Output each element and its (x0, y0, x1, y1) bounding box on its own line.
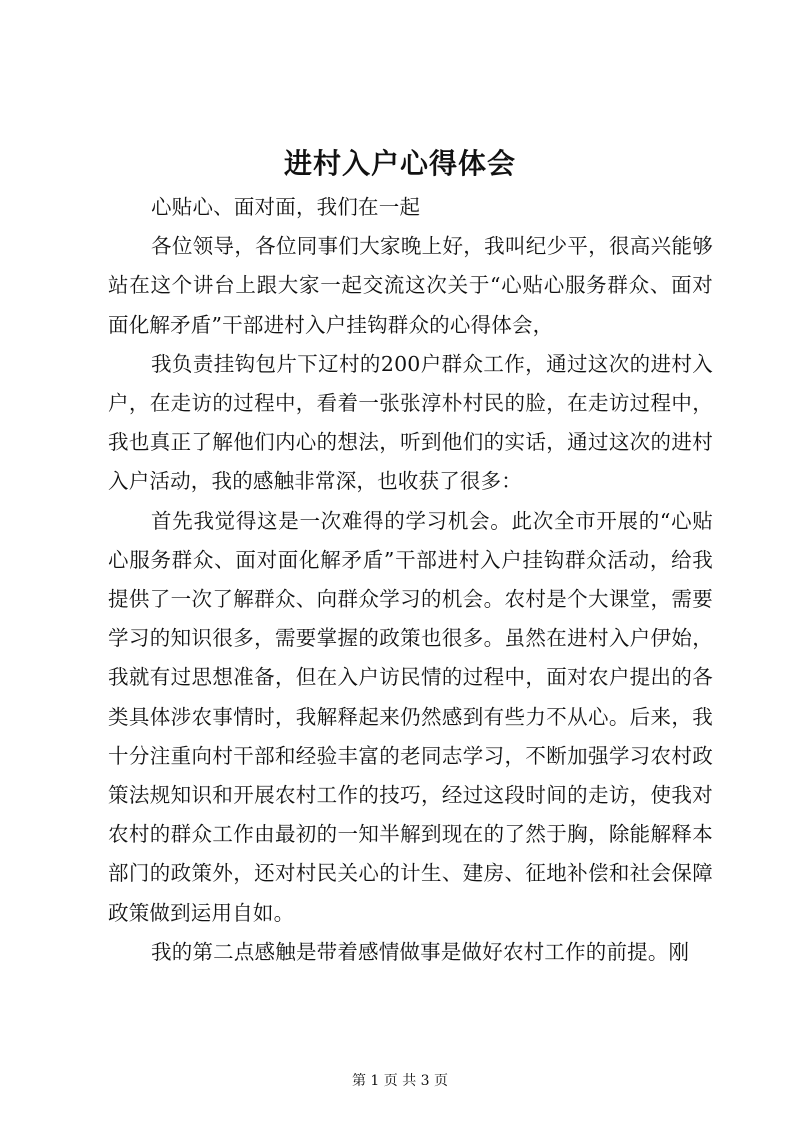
paragraph-greeting: 各位领导，各位同事们大家晚上好，我叫纪少平，很高兴能够站在这个讲台上跟大家一起交流这次关于“心贴心服务群众、面对面化解矛盾”干部进村入户挂钩群众的心得体会， (108, 234, 713, 337)
paragraph-assignment: 我负责挂钩包片下辽村的200户群众工作，通过这次的进村入户，在走访的过程中，看着一张张淳朴村民的脸，在走访过程中，我也真正了解他们内心的想法，听到他们的实话，通过这次的进村入户活动，我的感触非常深，也收获了很多： (108, 351, 713, 494)
document-title: 进村入户心得体会 (283, 147, 516, 180)
paragraph-subtitle: 心贴心、面对面，我们在一起 (151, 195, 421, 219)
document-body (108, 188, 713, 972)
paragraph-first-point: 首先我觉得这是一次难得的学习机会。此次全市开展的“心贴心服务群众、面对面化解矛盾”干部进村入户挂钩群众活动，给我提供了一次了解群众、向群众学习的机会。农村是个大课堂，需要学习的知识很多，需要掌握的政策也很多。虽然在进村入户伊始，我就有过思想准备，但在入户访民情的过程中，面对农户提出的各类具体涉农事情时，我解释起来仍然感到有些力不从心。后来，我十分注重向村干部和经验丰富的老同志学习，不断加强学习农村政策法规知识和开展农村工作的技巧，经过这段时间的走访，使我对农村的群众工作由最初的一知半解到现在的了然于胸，除能解释本部门的政策外，还对村民关心的计生、建房、征地补偿和社会保障政策做到运用自如。 (108, 508, 713, 925)
paragraph-second-point: 我的第二点感触是带着感情做事是做好农村工作的前提。刚 (151, 939, 690, 964)
page-number-footer: 第 1 页 共 3 页 (351, 1073, 449, 1089)
